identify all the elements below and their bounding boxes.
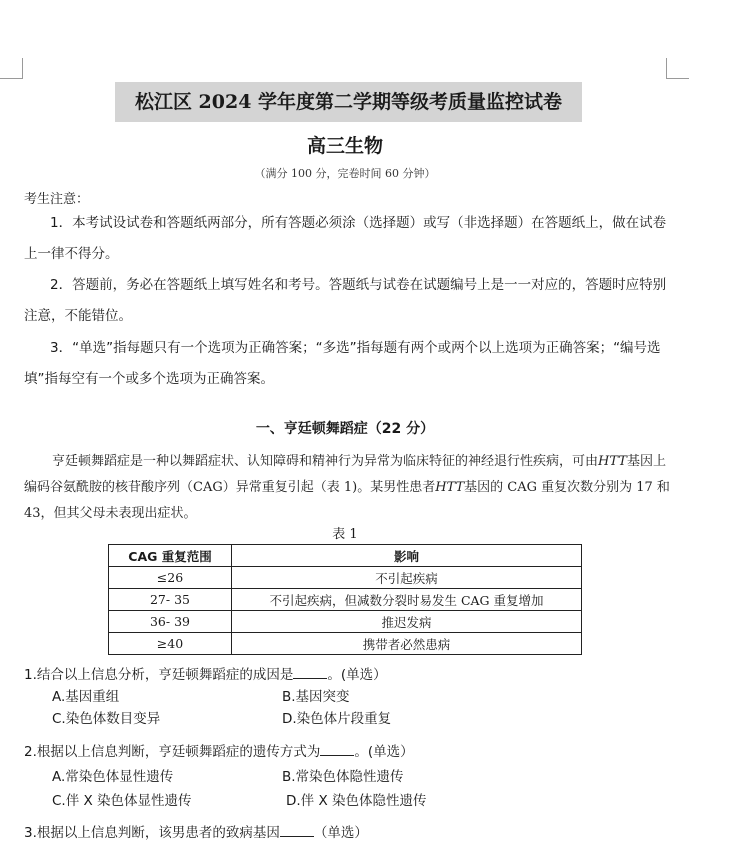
table-cell-effect: 不引起疾病，但减数分裂时易发生 CAG 重复增加 [232,589,582,611]
table-caption: 表 1 [332,527,358,542]
exam-subject: 高三生物 [306,135,383,157]
question-stem-suffix: 。(单选） [327,667,387,683]
intro-text-a: 亨廷顿舞蹈症是一种以舞蹈症状、认知障碍和精神行为异常为临床特征的神经退行性疾病，可由 [52,454,599,469]
question-2-option-b: B.常染色体隐性遗传 [282,769,404,785]
exam-title: 松江区 2024 学年度第二学期等级考质量监控试卷 [134,91,563,113]
table-header-effect: 影响 [232,545,582,567]
answer-blank [293,665,327,679]
page-corner-mark-right [666,58,689,79]
question-1-option-a: A.基因重组 [52,689,120,705]
question-stem-text: 3.根据以上信息判断，该男患者的致病基因 [24,825,280,841]
notice-item-3: 3．“单选”指每题只有一个选项为正确答案；“多选”指每题有两个或两个以上选项为正确答案；“编号选填”指每空有一个或多个选项为正确答案。 [24,340,661,387]
question-stem-text: 2.根据以上信息判断，亨廷顿舞蹈症的遗传方式为 [24,744,321,760]
exam-full-marks: （满分 100 分，完卷时间 60 分钟） [254,167,436,180]
table-row [109,611,582,633]
question-stem-suffix: （单选） [313,825,368,841]
question-stem-suffix: 。(单选） [354,744,414,760]
answer-blank [280,823,314,837]
intro-gene-name: HTT [435,480,465,495]
question-2-stem [24,740,414,760]
table-cell-effect: 推迟发病 [232,611,582,633]
notice-heading: 考生注意： [24,192,90,207]
cag-table [108,544,582,655]
question-1-stem [24,663,387,683]
question-2-option-c: C.伴 X 染色体显性遗传 [52,793,192,809]
table-header-range: CAG 重复范围 [109,545,232,567]
table-cell-effect: 不引起疾病 [232,567,582,589]
table-cell-range: ≤26 [109,567,232,589]
section-heading: 一、亨廷顿舞蹈症（22 分） [255,421,435,437]
table-row [109,633,582,655]
table-cell-range: 27- 35 [109,589,232,611]
intro-text-c: 基因的 CAG 重复次数分别为 17 和 43，但其父母未表现出症状。 [24,480,670,521]
table-row [109,567,582,589]
answer-blank [320,742,354,756]
question-2-option-a: A.常染色体显性遗传 [52,769,174,785]
page-corner-mark-left [0,58,23,79]
intro-gene-name: HTT [598,454,627,469]
question-2-option-d: D.伴 X 染色体隐性遗传 [286,793,427,809]
table-cell-range: ≥40 [109,633,232,655]
exam-title-highlight [115,82,582,122]
notice-item-2: 2．答题前，务必在答题纸上填写姓名和考号。答题纸与试卷在试题编号上是一一对应的，答题时应特别注意，不能错位。 [24,277,667,324]
table-row [109,589,582,611]
section-intro [24,449,674,527]
table-cell-range: 36- 39 [109,611,232,633]
question-3-stem [24,821,368,841]
table-cell-effect: 携带者必然患病 [232,633,582,655]
notice-item-1: 1．本考试设试卷和答题纸两部分，所有答题必须涂（选择题）或写（非选择题）在答题纸上，做在试卷上一律不得分。 [24,215,667,262]
question-stem-text: 1.结合以上信息分析，亨廷顿舞蹈症的成因是 [24,667,294,683]
question-1-option-b: B.基因突变 [282,689,350,705]
intro-text-b: 基因上编码谷氨酰胺的核苷酸序列（CAG）异常重复引起（表 1)。某男性患者 [24,454,666,495]
question-1-option-c: C.染色体数目变异 [52,711,161,727]
question-1-option-d: D.染色体片段重复 [282,711,392,727]
table-header-row [109,545,582,567]
